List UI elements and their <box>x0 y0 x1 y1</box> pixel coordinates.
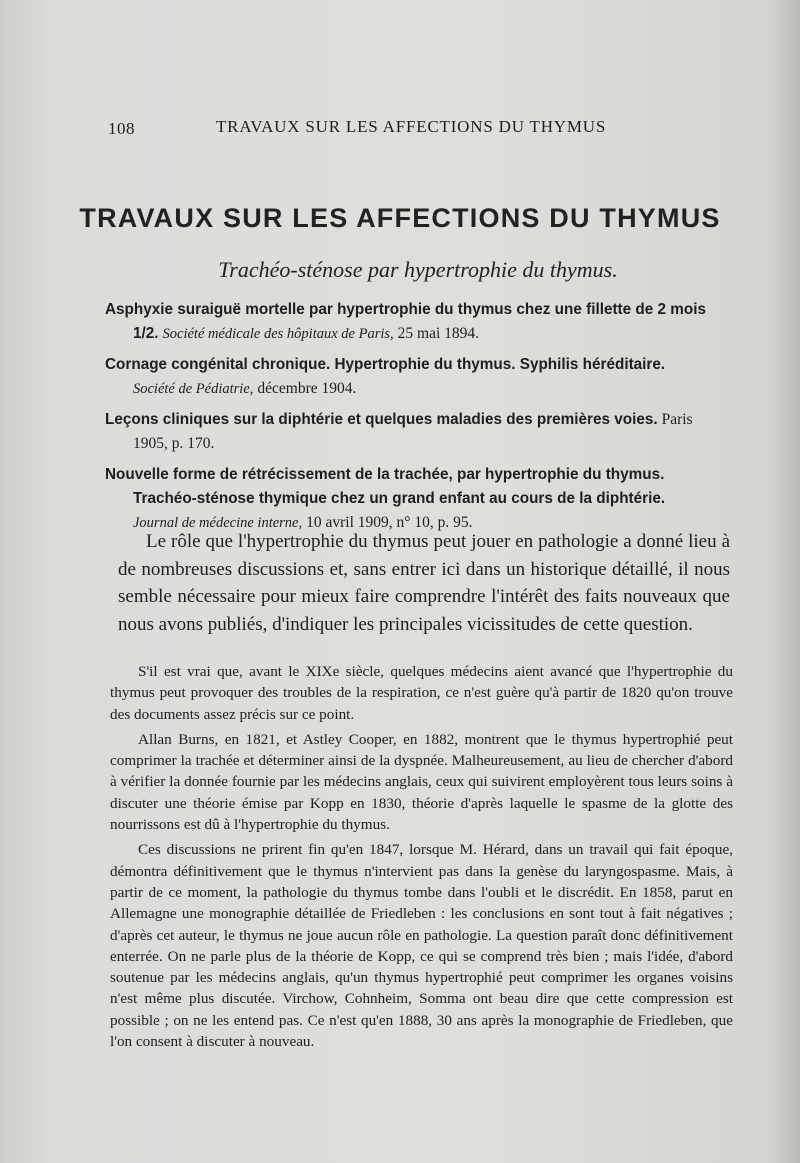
publication-item <box>105 463 730 535</box>
publication-title: Asphyxie suraiguë mortelle par hypertrophie du thymus chez une fillette de 2 mois 1/2. <box>105 301 706 342</box>
publication-list <box>105 298 730 542</box>
page-number: 108 <box>108 119 135 138</box>
publication-source: Journal de médecine interne, <box>133 515 303 531</box>
chapter-title: TRAVAUX SUR LES AFFECTIONS DU THYMUS <box>79 203 721 233</box>
body-text <box>110 661 733 1056</box>
body-paragraph: Ces discussions ne prirent fin qu'en 1847, lorsque M. Hérard, dans un travail qui fait époque, démontra définitivement que le thymus n'intervient pas dans la genèse du laryngospasme. Mais, à partir de ce moment, la pathologie du thymus tombe dans l'oubli et le discrédit. En 1858, parut en Allemagne une monographie détaillée de Friedleben : les conclusions en sont tout à fait négatives ; d'après cet auteur, le thymus ne joue aucun rôle en pathologie. La question paraît donc définitivement enterrée. On ne parle plus de la théorie de Kopp, ce qui se comprend très bien ; mais l'idée, d'abord soutenue par les médecins anglais, qu'un thymus hypertrophié peut comprimer les organes voisins n'est même plus discutée. Virchow, Cohnheim, Somma ont beau dire que cette compression est possible ; on ne les entend pas. Ce n'est qu'en 1888, 30 ans après la monographie de Friedleben, que l'on consent à discuter à nouveau. <box>110 841 733 1051</box>
publication-title: Nouvelle forme de rétrécissement de la trachée, par hypertrophie du thymus. Trachéo-sténose thymique chez un grand enfant au cours de la diphtérie. <box>105 466 666 507</box>
publication-title: Leçons cliniques sur la diphtérie et quelques maladies des premières voies. <box>105 411 658 428</box>
running-title: TRAVAUX SUR LES AFFECTIONS DU THYMUS <box>216 117 607 136</box>
publication-title: Cornage congénital chronique. Hypertrophie du thymus. Syphilis héréditaire. <box>105 356 666 373</box>
running-head <box>108 115 708 139</box>
publication-item <box>105 298 730 346</box>
publication-ref: Paris 1905, p. 170. <box>133 411 693 452</box>
publication-ref: décembre 1904. <box>257 380 357 397</box>
publication-item <box>105 408 730 456</box>
publication-source: Société médicale des hôpitaux de Paris, <box>162 326 394 342</box>
publication-source: Société de Pédiatrie, <box>133 381 254 397</box>
publication-item <box>105 353 730 401</box>
publication-ref: 10 avril 1909, n° 10, p. 95. <box>306 514 473 531</box>
body-paragraph: Allan Burns, en 1821, et Astley Cooper, en 1882, montrent que le thymus hypertrophié peut comprimer la trachée et déterminer ainsi de la dyspnée. Malheureusement, au lieu de chercher d'abord à vérifier la donnée fournie par les médecins anglais, ceux qui suivirent employèrent tous leurs soins à discuter une théorie émise par Kopp en 1830, théorie d'après laquelle le spasme de la glotte des nourrissons est dû à l'hypertrophie du thymus. <box>110 730 733 834</box>
intro-paragraph: Le rôle que l'hypertrophie du thymus peut jouer en pathologie a donné lieu à de nombreuses discussions et, sans entrer ici dans un historique détaillé, il nous semble nécessaire pour mieux faire comprendre l'intérêt des faits nouveaux que nous avons publiés, d'indiquer les principales vicissitudes de cette question. <box>118 531 730 635</box>
body-paragraph: S'il est vrai que, avant le XIXe siècle, quelques médecins aient avancé que l'hypertrophie du thymus peut provoquer des troubles de la respiration, ce n'est guère qu'à partir de 1820 qu'on trouve des documents assez précis sur ce point. <box>110 663 733 723</box>
publication-ref: 25 mai 1894. <box>397 325 480 342</box>
section-title: Trachéo-sténose par hypertrophie du thymus. <box>218 257 618 282</box>
